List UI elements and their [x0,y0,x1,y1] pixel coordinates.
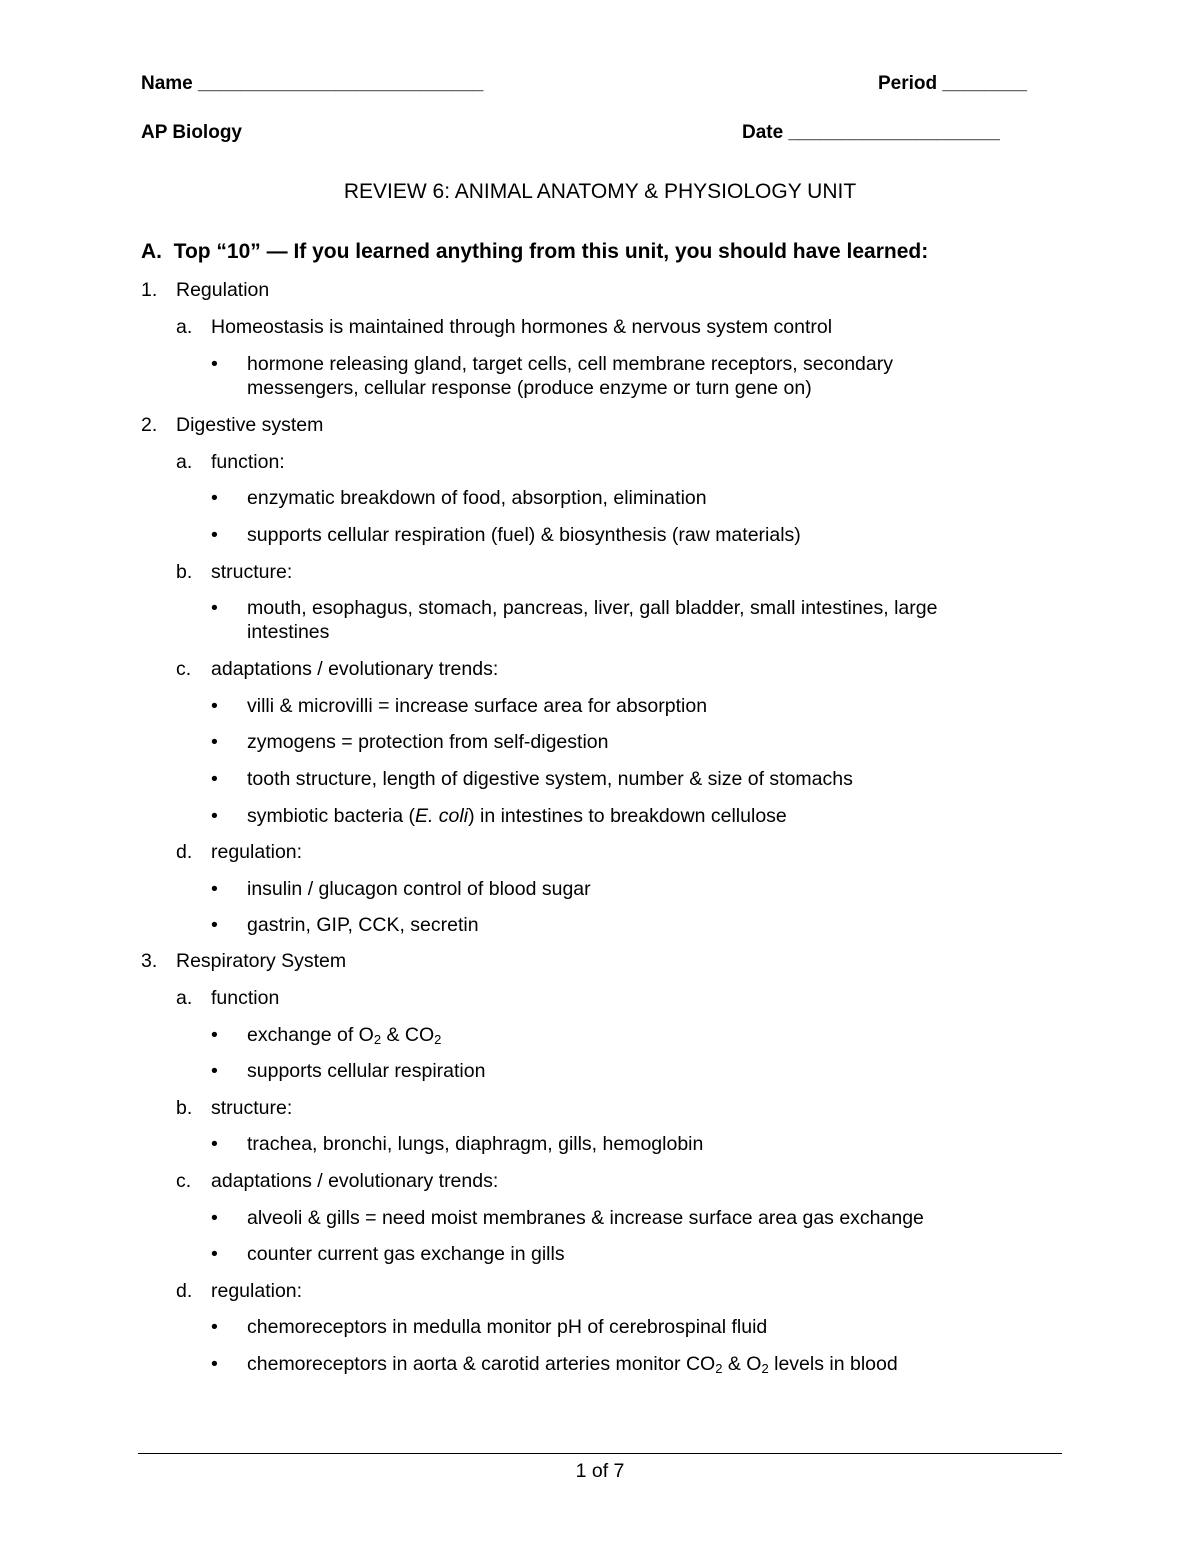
subitem-letter: d. [176,841,193,863]
bullet-icon: • [211,1024,218,1046]
bullet-text: counter current gas exchange in gills [247,1243,565,1265]
bullet-icon: • [211,1316,218,1338]
subitem-letter: c. [176,658,192,680]
bullet-text [247,1352,898,1376]
bullet-text: villi & microvilli = increase surface area for absorption [247,695,708,717]
bullet-text: chemoreceptors in medulla monitor pH of cerebrospinal fluid [247,1316,768,1338]
subitem-text: regulation: [211,1280,303,1302]
bullet-text-part: ) in intestines to breakdown cellulose [468,805,787,827]
subitem-text: function: [211,451,285,473]
section-a-heading [141,240,928,264]
bullet-text: supports cellular respiration (fuel) & biosynthesis (raw materials) [247,524,801,546]
bullet-icon: • [211,731,218,753]
bullet-text: gastrin, GIP, CCK, secretin [247,914,479,936]
bullet-text-part: chemoreceptors in aorta & carotid arteries monitor CO [247,1353,716,1375]
subitem-text: structure: [211,561,293,583]
subitem-letter: b. [176,1097,193,1119]
page-title: REVIEW 6: ANIMAL ANATOMY & PHYSIOLOGY UNIT [343,180,857,203]
item-heading: Respiratory System [176,950,347,972]
bullet-icon: • [211,914,218,936]
bullet-text-part: levels in blood [768,1353,898,1375]
item-number: 2. [141,414,158,436]
bullet-icon: • [211,1133,218,1155]
subscript: 2 [761,1361,769,1376]
bullet-text-continuation: messengers, cellular response (produce enzyme or turn gene on) [247,377,812,399]
bullet-icon: • [211,1243,218,1265]
bullet-text: alveoli & gills = need moist membranes & increase surface area gas exchange [247,1207,924,1229]
subscript: 2 [434,1032,442,1047]
subitem-text: structure: [211,1097,293,1119]
section-heading-text: Top “10” — If you learned anything from this unit, you should have learned: [173,240,929,263]
bullet-icon: • [211,805,218,827]
bullet-text-part: exchange of O [247,1024,374,1046]
footer-divider [138,1453,1062,1454]
section-marker: A. [141,240,162,263]
date-field-label: Date ____________________ [742,122,1000,143]
bullet-text: supports cellular respiration [247,1060,486,1082]
subitem-text: function [211,987,280,1009]
subitem-text: Homeostasis is maintained through hormones & nervous system control [211,316,833,338]
subitem-letter: a. [176,451,193,473]
bullet-text [247,804,787,828]
name-field-label: Name ___________________________ [141,73,484,94]
bullet-icon: • [211,695,218,717]
bullet-icon: • [211,768,218,790]
bullet-text: tooth structure, length of digestive system, number & size of stomachs [247,768,853,790]
bullet-icon: • [211,353,218,375]
bullet-icon: • [211,1207,218,1229]
bullet-text-part: & CO [381,1024,435,1046]
bullet-text: zymogens = protection from self-digestion [247,731,609,753]
bullet-text-part: symbiotic bacteria ( [247,805,415,827]
bullet-text: hormone releasing gland, target cells, cell membrane receptors, secondary [247,353,893,375]
bullet-text: enzymatic breakdown of food, absorption, elimination [247,487,707,509]
item-heading: Digestive system [176,414,324,436]
bullet-icon: • [211,1353,218,1375]
bullet-text: mouth, esophagus, stomach, pancreas, liver, gall bladder, small intestines, large [247,597,938,619]
bullet-icon: • [211,1060,218,1082]
bullet-icon: • [211,487,218,509]
bullet-text: trachea, bronchi, lungs, diaphragm, gills, hemoglobin [247,1133,704,1155]
period-field-label: Period ________ [878,73,1027,94]
course-label: AP Biology [141,122,242,143]
item-number: 1. [141,279,158,301]
subscript: 2 [715,1361,723,1376]
bullet-icon: • [211,597,218,619]
bullet-icon: • [211,524,218,546]
bullet-text: insulin / glucagon control of blood sugar [247,878,591,900]
subitem-letter: a. [176,316,193,338]
subitem-letter: d. [176,1280,193,1302]
subitem-letter: b. [176,561,193,583]
subitem-letter: a. [176,987,193,1009]
bullet-icon: • [211,878,218,900]
subitem-text: adaptations / evolutionary trends: [211,1170,499,1192]
page-number: 1 of 7 [575,1460,625,1482]
bullet-text-continuation: intestines [247,621,330,643]
species-name: E. coli [414,805,469,827]
bullet-text [247,1023,441,1047]
subitem-text: regulation: [211,841,303,863]
subitem-letter: c. [176,1170,192,1192]
subitem-text: adaptations / evolutionary trends: [211,658,499,680]
item-number: 3. [141,950,158,972]
bullet-text-part: & O [722,1353,762,1375]
item-heading: Regulation [176,279,270,301]
subscript: 2 [373,1032,382,1047]
